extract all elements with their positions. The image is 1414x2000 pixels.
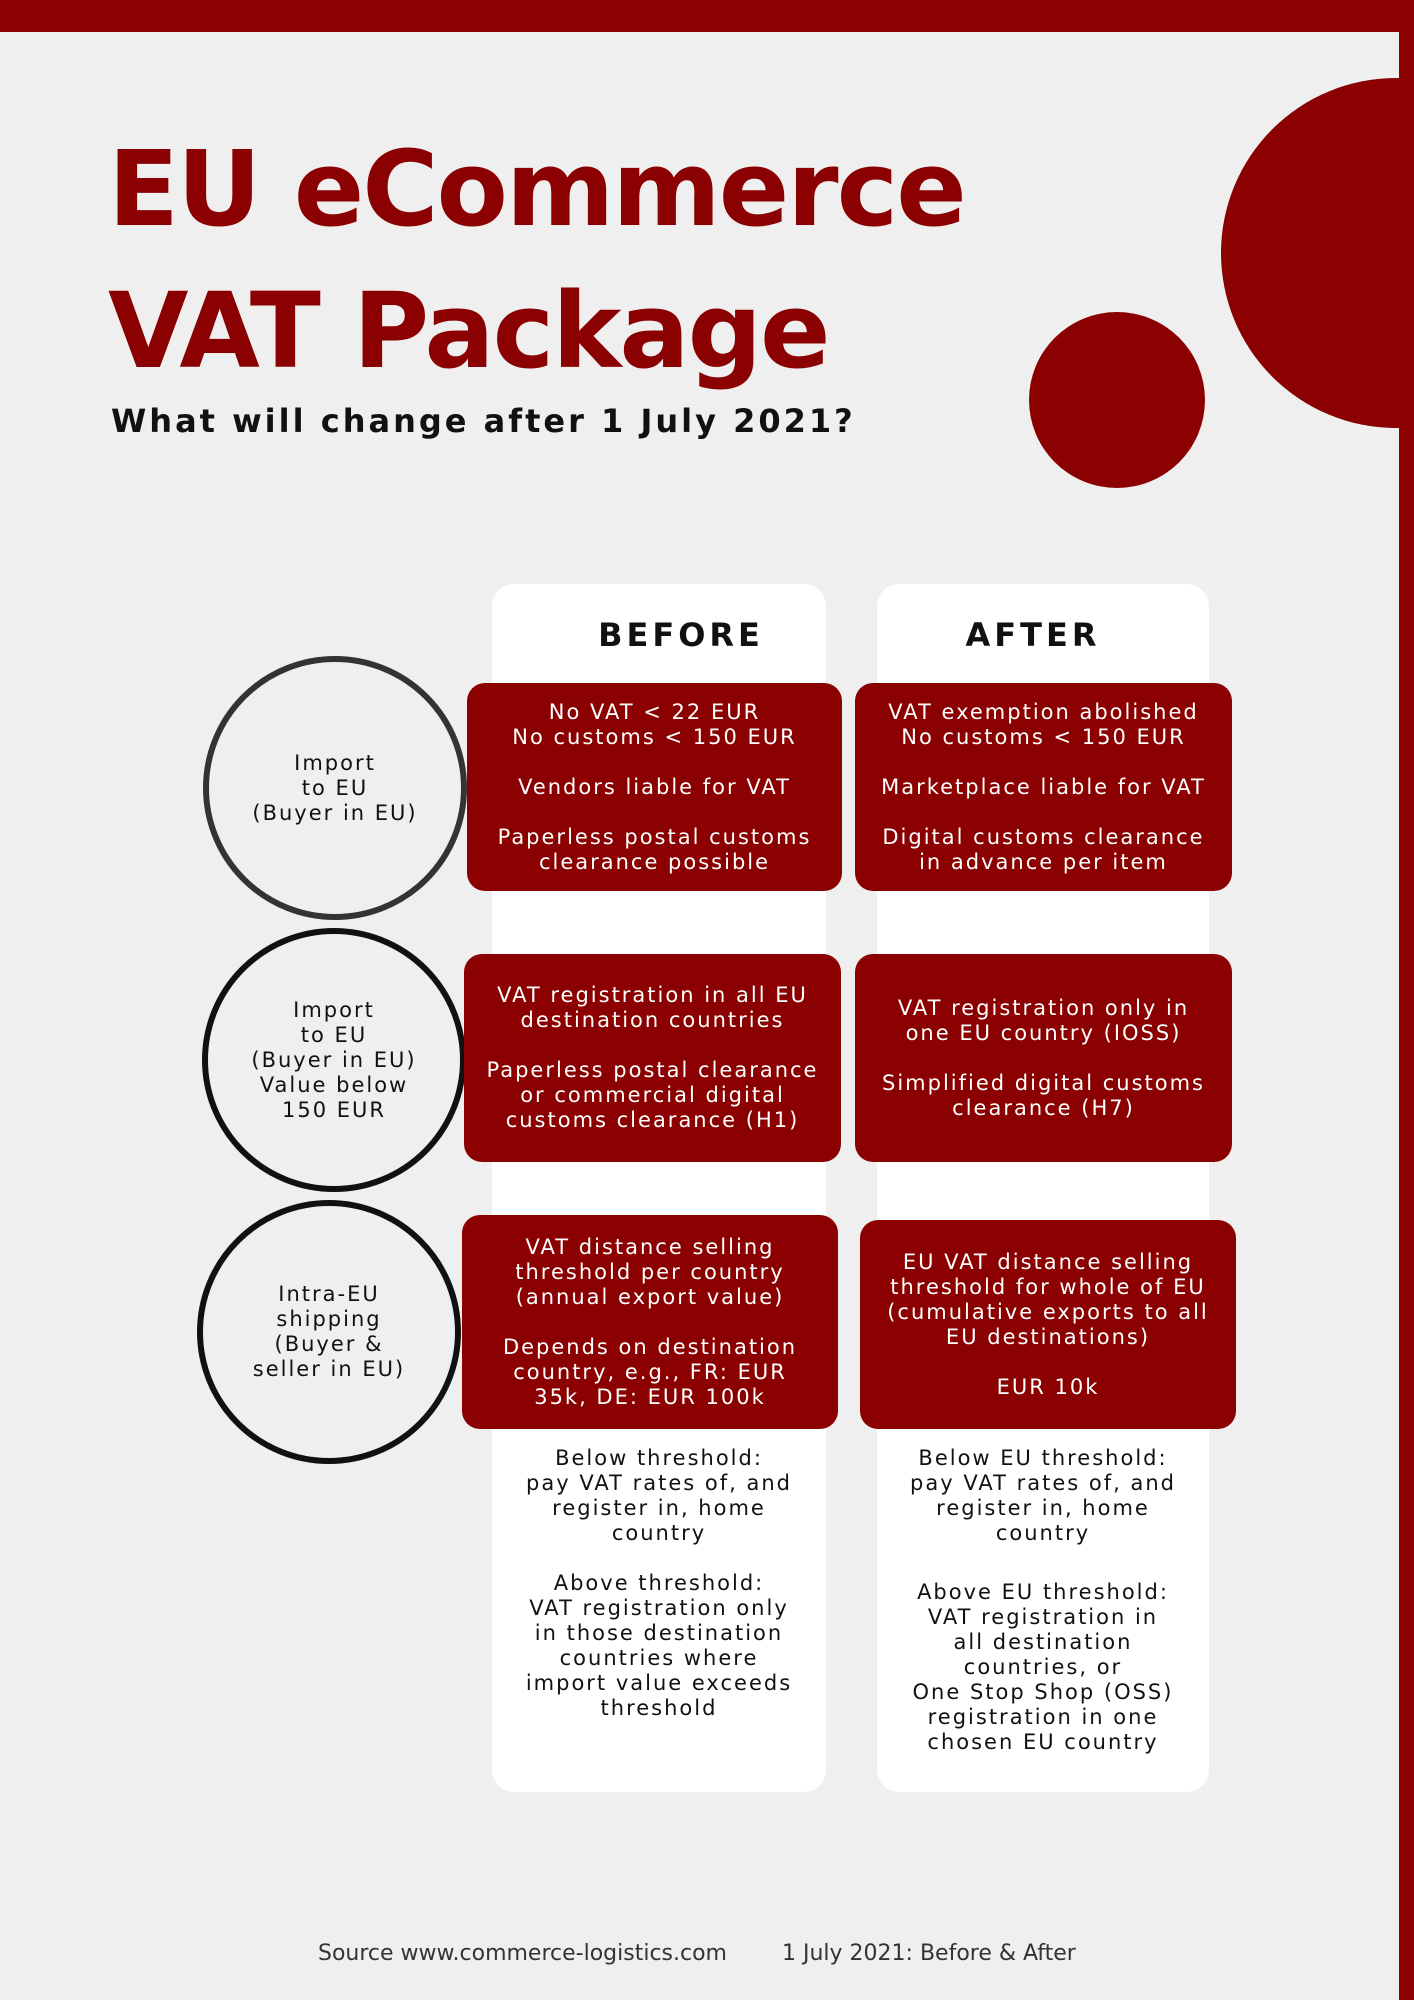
decorative-small-circle: [1029, 312, 1205, 488]
row-category-circle: [203, 656, 467, 920]
row-category-label: Intra-EU shipping (Buyer & seller in EU): [252, 1282, 406, 1381]
before-box: [462, 1215, 838, 1429]
before-box-text: VAT registration in all EU destination countries Paperless postal clearance or commercial digital customs clearance (H1): [486, 983, 819, 1132]
page-title: [108, 118, 965, 402]
after-box: [860, 1220, 1236, 1429]
after-box-text: EU VAT distance selling threshold for whole of EU (cumulative exports to all EU destinations) EUR 10k: [887, 1249, 1209, 1399]
row-category-circle: [197, 1200, 461, 1464]
title-line-1: EU eCommerce: [108, 128, 965, 250]
footer-source: Source www.commerce-logistics.com: [318, 1941, 727, 1966]
decorative-large-circle: [1221, 78, 1414, 428]
after-box: [855, 954, 1232, 1162]
after-note-above-threshold: Above EU threshold: VAT registration in all destination countries, or One Stop Shop (OSS) registration in one chosen EU country: [912, 1580, 1174, 1754]
page-subtitle: What will change after 1 July 2021?: [111, 402, 856, 440]
footer-caption: 1 July 2021: Before & After: [782, 1941, 1076, 1966]
title-line-2: VAT Package: [108, 270, 829, 392]
before-column-header: BEFORE: [598, 616, 764, 654]
before-note-below-threshold: Below threshold: pay VAT rates of, and register in, home country: [526, 1446, 792, 1545]
row-category-circle: [202, 928, 466, 1192]
after-note-below-threshold: Below EU threshold: pay VAT rates of, and register in, home country: [910, 1446, 1176, 1545]
after-box-text: VAT registration only in one EU country (IOSS) Simplified digital customs clearance (H7): [882, 995, 1205, 1120]
before-box-text: VAT distance selling threshold per country (annual export value) Depends on destination country, e.g., FR: EUR 35k, DE: EUR 100k: [502, 1234, 798, 1409]
top-accent-bar: [0, 0, 1414, 32]
after-box: [855, 683, 1232, 891]
before-note-above-threshold: Above threshold: VAT registration only in those destination countries where import value exceeds threshold: [525, 1571, 793, 1720]
row-category-label: Import to EU (Buyer in EU) Value below 150 EUR: [251, 997, 417, 1122]
after-column-header: AFTER: [965, 616, 1101, 654]
row-category-label: Import to EU (Buyer in EU): [252, 750, 418, 825]
before-box-text: No VAT < 22 EUR No customs < 150 EUR Vendors liable for VAT Paperless postal customs clearance possible: [497, 699, 812, 874]
after-box-text: VAT exemption abolished No customs < 150 EUR Marketplace liable for VAT Digital customs clearance in advance per item: [881, 699, 1206, 874]
before-box: [464, 954, 841, 1162]
before-box: [467, 683, 842, 891]
